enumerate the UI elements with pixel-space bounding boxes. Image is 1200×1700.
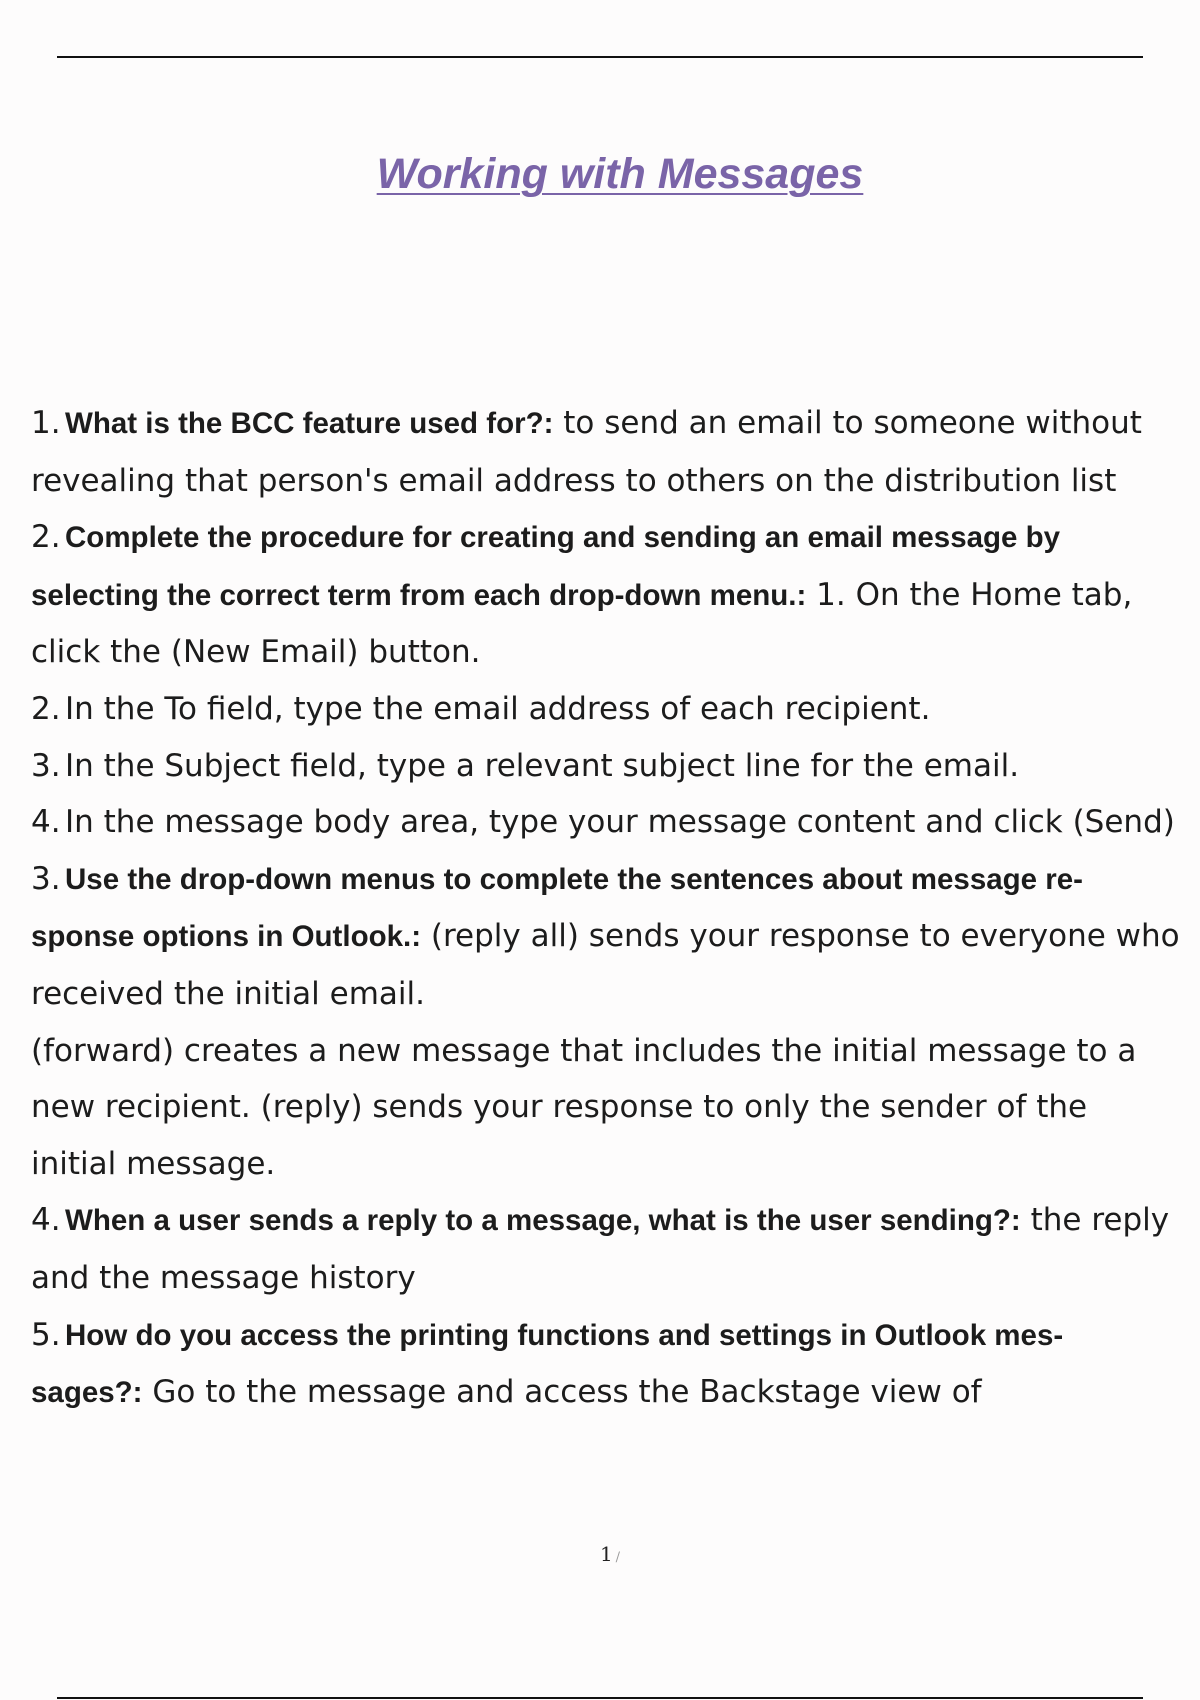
question-text: How do you access the printing functions and settings in Outlook mes- sages?: — [31, 1318, 1064, 1410]
bottom-rule — [57, 1697, 1143, 1699]
item-number: 2. — [31, 519, 61, 556]
question-text: What is the BCC feature used for?: — [65, 407, 554, 440]
qa-item-3 — [31, 851, 1181, 1023]
page-title: Working with Messages — [376, 150, 864, 198]
step-text: In the Subject field, type a relevant subject line for the email. — [65, 747, 1020, 784]
document-body — [31, 395, 1181, 1422]
item-number: 5. — [31, 1316, 61, 1353]
procedure-step — [31, 681, 1181, 738]
question-text: When a user sends a reply to a message, what is the user sending?: — [65, 1204, 1021, 1238]
page-number — [0, 1542, 1200, 1566]
qa-item-1 — [31, 395, 1181, 509]
top-rule — [57, 56, 1143, 58]
item-number: 4. — [31, 1202, 61, 1239]
question-text: Complete the procedure for creating and sending an email message by selecting the correct term from each drop-down menu.: — [31, 521, 1061, 612]
qa-item-5 — [31, 1307, 1181, 1422]
item-number: 3. — [31, 860, 61, 897]
answer-text: to send an email to someone without revealing that person's email address to others on the distribution list — [31, 405, 1142, 499]
qa-item-2 — [31, 509, 1181, 681]
step-number: 3. — [31, 747, 61, 784]
page-separator: / — [615, 1550, 621, 1565]
step-number: 2. — [31, 690, 61, 727]
procedure-step — [31, 738, 1181, 795]
question-text: Use the drop-down menus to complete the sentences about message re- sponse options in Outlook.: — [31, 862, 1083, 954]
answer-text: 1. On the Home tab, click the (New Email) button. — [31, 576, 1133, 671]
item-number: 1. — [31, 405, 61, 441]
answer-text: the reply and the message history — [31, 1202, 1170, 1296]
page-number-value: 1 — [599, 1542, 613, 1566]
procedure-step — [31, 794, 1181, 851]
step-text: In the To field, type the email address of each recipient. — [65, 690, 931, 727]
step-number: 4. — [31, 804, 61, 841]
step-text: In the message body area, type your message content and click (Send) — [65, 804, 1175, 841]
qa-item-4 — [31, 1192, 1181, 1306]
answer-text: (reply all) sends your response to everyone who received the initial email. — [31, 918, 1180, 1012]
answer-text: Go to the message and access the Backstage view of — [142, 1374, 982, 1411]
answer-continuation: (forward) creates a new message that includes the initial message to a new recipient. (reply) sends your response to only the sender of the initial message. — [31, 1032, 1137, 1182]
